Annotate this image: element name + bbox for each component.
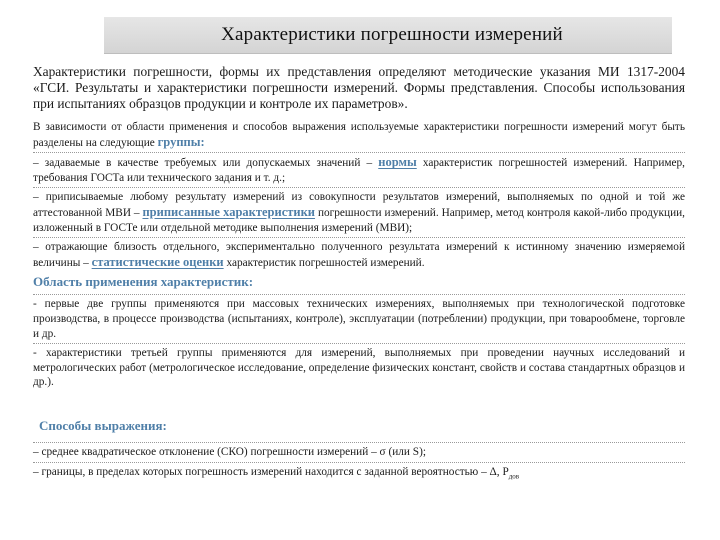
group-item-text: – отражающие близость отдельного, экспериментально полученного результата измерений к истинному значению измеряемой величины – [33, 241, 685, 269]
methods-item [33, 462, 685, 484]
group-item-text: характеристик погрешностей измерений. Например, требования ГОСТа или технического задания и т. д.; [33, 157, 686, 184]
group-item-text: – приписываемые любому результату измерений из совокупности результатов измерений, выполняемых по одной и той же аттестованной МВИ – [33, 191, 685, 219]
group-item-text: характеристик погрешностей измерений. [226, 256, 425, 269]
group-item-highlight: статистические оценки [91, 254, 224, 269]
scope-item: - характеристики третьей группы применяются для измерений, выполняемых при проведении научных исследований и метрологических работ (метрологическое исследование, определение физических констант, свойств и состава стандартных образцов и др.). [33, 343, 685, 390]
methods-heading: Способы выражения: [39, 417, 167, 433]
scope-item: - первые две группы применяются при массовых технических измерениях, выполняемых при технологической подготовке производства, в процессе производства (испытаниях, контроле), эксплуатации (потреблении) продукции, при товарообмене, торговле и др. [33, 294, 685, 341]
groups-paragraph-text: В зависимости от области применения и способов выражения используемые характеристики погрешности измерений могут быть разделены на следующие [33, 121, 685, 149]
groups-paragraph [33, 120, 685, 150]
group-item-text: погрешности измерений. Например, метод контроля какой-либо продукции, изложенный в ГОСТе или отдельной методике выполнения измерений (МВИ); [33, 206, 685, 234]
methods-item-subscript: дов [508, 471, 520, 480]
group-item-highlight: нормы [378, 155, 417, 170]
intro-paragraph: Характеристики погрешности, формы их представления определяют методические указания МИ 1317-2004 «ГСИ. Результаты и характеристики погрешности измерений. Формы представления. Способы использования при испытаниях образцов продукции и контроле их параметров». [33, 64, 685, 111]
title-bar [104, 17, 672, 54]
page-title: Характеристики погрешности измерений [221, 24, 563, 45]
group-item-statistical [33, 237, 685, 270]
methods-item-text: – среднее квадратическое отклонение (СКО) погрешности измерений – σ (или S); [33, 445, 426, 458]
group-item-assigned [33, 187, 685, 235]
methods-item [33, 442, 685, 460]
group-item-highlight: приписанные характеристики [142, 204, 316, 219]
group-item-text: – задаваемые в качестве требуемых или допускаемых значений – [33, 157, 373, 170]
slide-content [33, 64, 685, 483]
methods-item-text: – границы, в пределах которых погрешность измерений находится с заданной вероятностью – Δ, P [33, 465, 509, 478]
group-item-norms [33, 152, 685, 185]
groups-highlight: группы: [157, 134, 205, 149]
scope-heading: Область применения характеристик: [33, 274, 254, 290]
